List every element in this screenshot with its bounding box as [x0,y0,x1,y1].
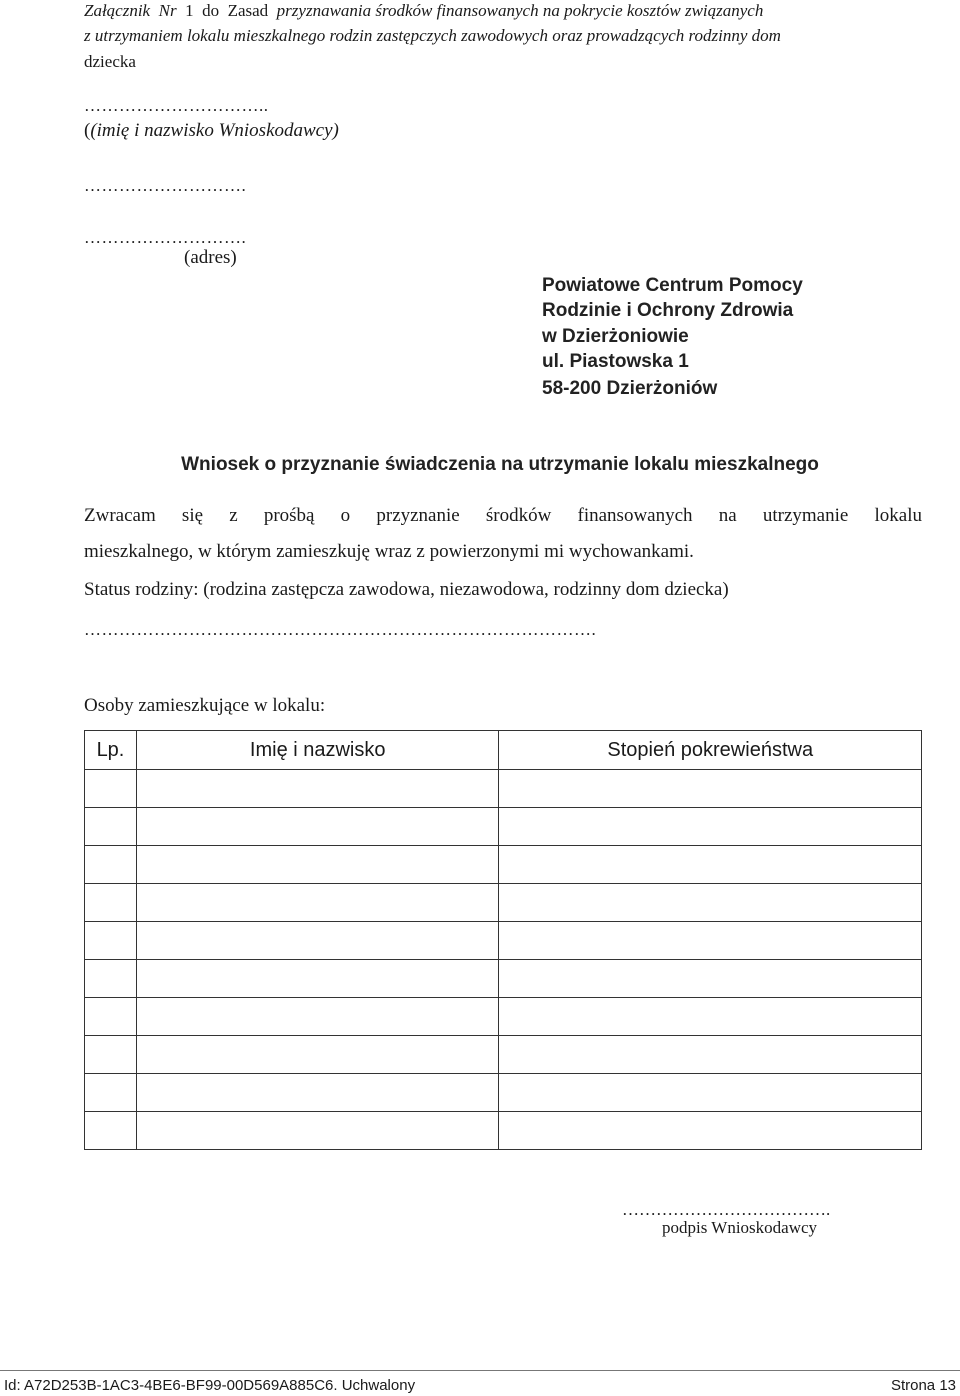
cell-name[interactable] [136,808,499,846]
cell-name[interactable] [136,846,499,884]
header-word: 1 [185,1,194,20]
header-word: Zasad [227,1,269,20]
persons-table [84,730,922,1150]
column-header-lp: Lp. [85,731,137,770]
cell-lp[interactable] [85,1036,137,1074]
cell-relationship[interactable] [499,922,922,960]
cell-lp[interactable] [85,1074,137,1112]
cell-lp[interactable] [85,808,137,846]
persons-label: Osoby zamieszkujące w lokalu: [84,695,326,716]
table-row [85,922,922,960]
attachment-header-line3: dziecka [84,52,136,71]
table-row [85,960,922,998]
cell-name[interactable] [136,960,499,998]
applicant-name-label: ((imię i nazwisko Wnioskodawcy) [84,120,339,141]
recipient-line2: Rodzinie i Ochrony Zdrowia [542,300,794,321]
table-row [85,770,922,808]
cell-lp[interactable] [85,884,137,922]
request-paragraph-line2: mieszkalnego, w którym zamieszkuję wraz z powierzonymi mi wychowankami. [84,541,694,562]
table-row [85,1112,922,1150]
footer-divider [0,1370,960,1371]
cell-name[interactable] [136,770,499,808]
cell-name[interactable] [136,922,499,960]
cell-relationship[interactable] [499,1074,922,1112]
header-word: Nr [158,1,177,20]
signature-field[interactable]: ………………………………. [622,1200,831,1219]
cell-lp[interactable] [85,1112,137,1150]
cell-lp[interactable] [85,960,137,998]
attachment-header-line1 [84,0,763,24]
cell-relationship[interactable] [499,884,922,922]
cell-lp[interactable] [85,770,137,808]
table-row [85,1036,922,1074]
cell-lp[interactable] [85,998,137,1036]
address-label: (adres) [184,247,237,268]
cell-name[interactable] [136,1112,499,1150]
table-row [85,1074,922,1112]
cell-relationship[interactable] [499,846,922,884]
table-header-row [85,731,922,770]
family-status-label: Status rodziny: (rodzina zastępcza zawodowa, niezawodowa, rodzinny dom dziecka) [84,579,729,600]
cell-lp[interactable] [85,846,137,884]
column-header-relationship: Stopień pokrewieństwa [499,731,922,770]
cell-relationship[interactable] [499,960,922,998]
table-row [85,808,922,846]
page-number: Strona 13 [890,1377,956,1394]
cell-relationship[interactable] [499,808,922,846]
document-id: Id: A72D253B-1AC3-4BE6-BF99-00D569A885C6. Uchwalony [4,1377,416,1394]
cell-name[interactable] [136,1074,499,1112]
header-word: Załącznik [84,1,151,20]
cell-lp[interactable] [85,922,137,960]
cell-relationship[interactable] [499,1036,922,1074]
applicant-name-field[interactable]: ………………………….. [84,96,269,115]
cell-relationship[interactable] [499,998,922,1036]
table-row [85,884,922,922]
cell-name[interactable] [136,884,499,922]
recipient-line3: w Dzierżoniowie [542,326,689,347]
cell-name[interactable] [136,1036,499,1074]
attachment-header-line2: z utrzymaniem lokalu mieszkalnego rodzin zastępczych zawodowych oraz prowadzących rodzinny dom [84,26,781,45]
recipient-line1: Powiatowe Centrum Pomocy [542,275,803,296]
request-paragraph-line1: Zwracam się z prośbą o przyznanie środków finansowanych na utrzymanie lokalu [84,505,922,526]
cell-name[interactable] [136,998,499,1036]
cell-relationship[interactable] [499,1112,922,1150]
address-field-line2[interactable]: ………………………. [84,228,247,247]
address-field-line1[interactable]: ………………………. [84,176,247,195]
column-header-name: Imię i nazwisko [136,731,499,770]
document-title: Wniosek o przyznanie świadczenia na utrzymanie lokalu mieszkalnego [181,454,819,475]
table-row [85,846,922,884]
recipient-line4: ul. Piastowska 1 [542,351,689,372]
recipient-line5: 58-200 Dzierżoniów [542,378,718,399]
family-status-field[interactable]: ……………………………………………………………………………. [84,620,597,639]
header-word: do [202,1,220,20]
signature-label: podpis Wnioskodawcy [662,1218,818,1237]
cell-relationship[interactable] [499,770,922,808]
table-row [85,998,922,1036]
header-word: przyznawania środków finansowanych na pokrycie kosztów związanych [276,1,764,20]
